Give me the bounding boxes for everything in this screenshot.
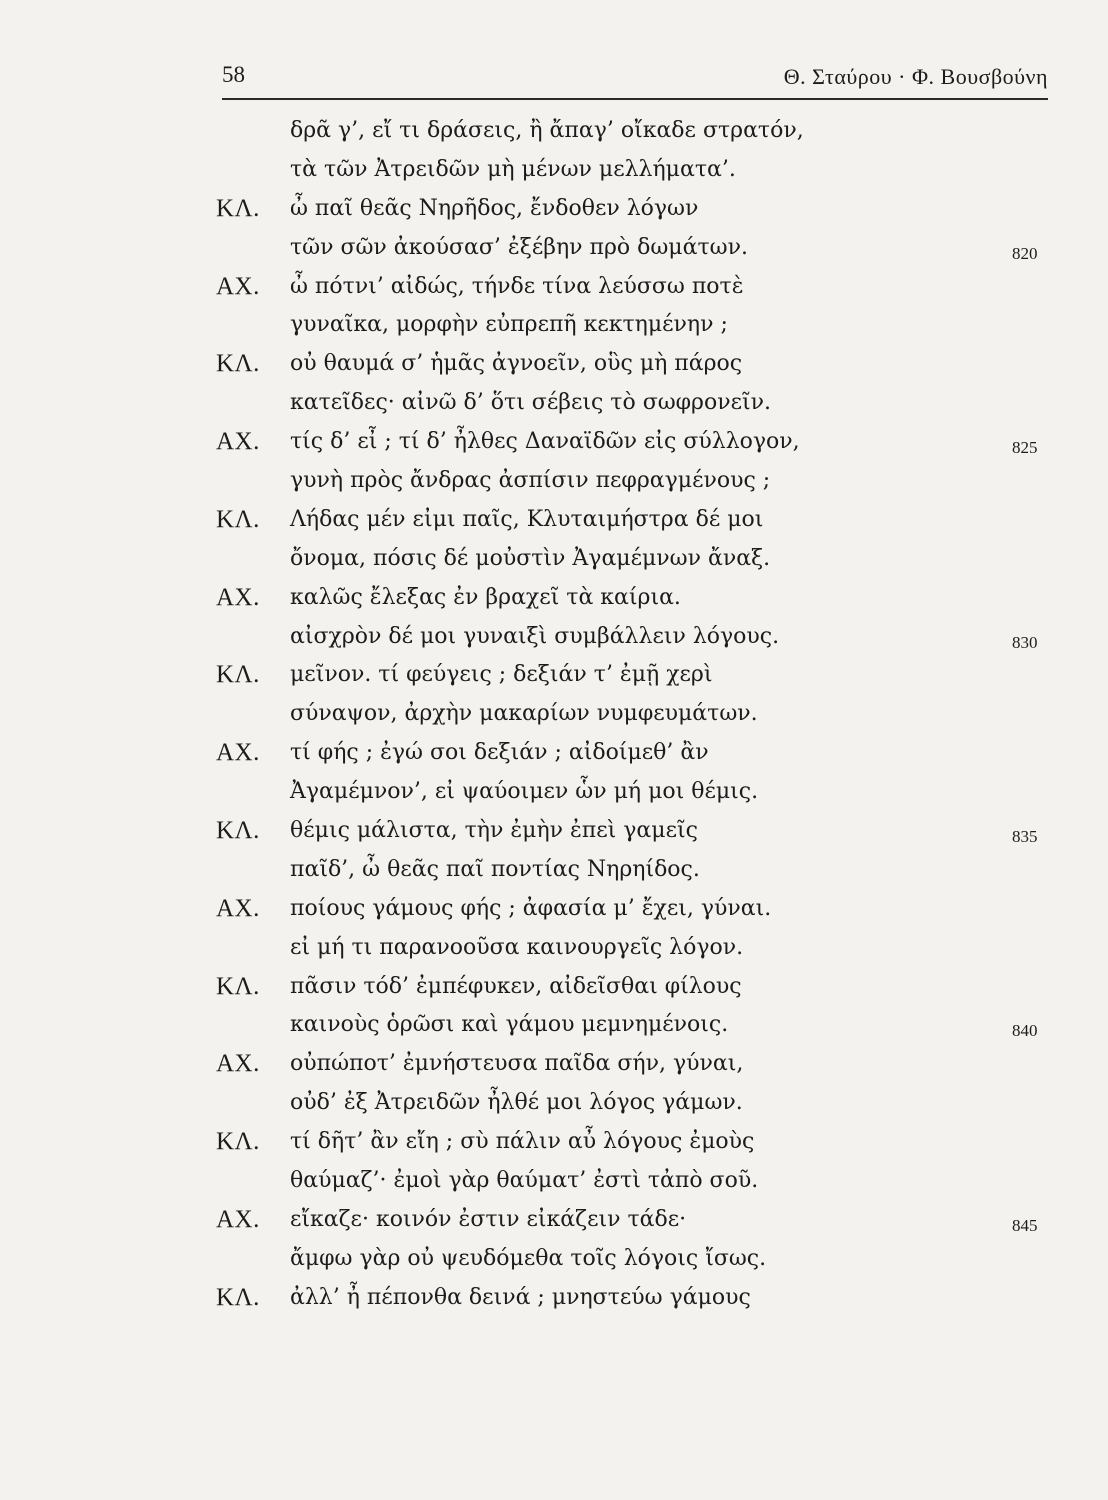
verse-line: [0, 851, 1108, 890]
speaker-label: ΑΧ.: [216, 1050, 260, 1078]
verse-line: [0, 734, 1108, 773]
page-header: [222, 62, 1048, 98]
verse-line: [0, 229, 1108, 268]
verse-text: ποίους γάμους φής ; ἀφασία μ’ ἔχει, γύναι.: [290, 895, 772, 921]
verse-text: τῶν σῶν ἀκούσασ’ ἐξέβην πρὸ δωμάτων.: [290, 234, 748, 260]
verse-line: [0, 1084, 1108, 1123]
line-number: 830: [1012, 632, 1038, 652]
verse-text: σύναψον, ἀρχὴν μακαρίων νυμφευμάτων.: [290, 701, 758, 727]
verse-line: [0, 501, 1108, 540]
page-number: 58: [222, 62, 245, 87]
verse-text: μεῖνον. τί φεύγεις ; δεξιάν τ’ ἐμῇ χερὶ: [290, 662, 713, 688]
verse-text: καλῶς ἔλεξας ἐν βραχεῖ τὰ καίρια.: [290, 584, 681, 610]
verse-line: [0, 773, 1108, 812]
line-number: 825: [1012, 438, 1038, 458]
speaker-label: ΚΛ.: [216, 505, 260, 533]
verse-line: [0, 1162, 1108, 1201]
verse-text: γυνὴ πρὸς ἄνδρας ἀσπίσιν πεφραγμένους ;: [290, 468, 771, 494]
verse-line: [0, 112, 1108, 151]
speaker-label: ΚΛ.: [216, 350, 260, 378]
verse-line: [0, 656, 1108, 695]
verse-line: [0, 423, 1108, 462]
verse-text: καινοὺς ὁρῶσι καὶ γάμου μεμνημένοις.: [290, 1012, 729, 1038]
verse-text: εἴκαζε· κοινόν ἐστιν εἰκάζειν τάδε·: [290, 1206, 687, 1232]
verse-text: ἄμφω γὰρ οὐ ψευδόμεθα τοῖς λόγοις ἴσως.: [290, 1245, 767, 1271]
verse-line: [0, 384, 1108, 423]
verse-text: τὰ τῶν Ἀτρειδῶν μὴ μένων μελλήματα’.: [290, 156, 736, 182]
verse-line: [0, 929, 1108, 968]
verse-line: [0, 190, 1108, 229]
verse-line: [0, 1240, 1108, 1279]
verse-line: [0, 579, 1108, 618]
verse-text: ὦ παῖ θεᾶς Νηρῆδος, ἔνδοθεν λόγων: [290, 195, 699, 221]
verse-text: οὐπώποτ’ ἐμνήστευσα παῖδα σήν, γύναι,: [290, 1051, 744, 1077]
verse-text: Λήδας μέν εἰμι παῖς, Κλυταιμήστρα δέ μοι: [290, 506, 764, 532]
verse-text: τίς δ’ εἶ ; τί δ’ ἦλθες Δαναϊδῶν εἰς σύλλογον,: [290, 429, 800, 455]
line-number: 835: [1012, 827, 1038, 847]
speaker-label: ΚΛ.: [216, 1128, 260, 1156]
speaker-label: ΑΧ.: [216, 583, 260, 611]
verse-text: Ἀγαμέμνον’, εἰ ψαύοιμεν ὧν μή μοι θέμις.: [290, 779, 759, 805]
verse-text: δρᾶ γ’, εἴ τι δράσεις, ἢ ἄπαγ’ οἴκαδε στρατόν,: [290, 118, 804, 143]
line-number: 820: [1012, 243, 1038, 263]
header-rule: [222, 98, 1048, 100]
verse-line: [0, 618, 1108, 657]
verse-text: ὄνομα, πόσις δέ μοὐστὶν Ἀγαμέμνων ἄναξ.: [290, 545, 771, 571]
verse-text: κατεῖδες· αἰνῶ δ’ ὅτι σέβεις τὸ σωφρονεῖν.: [290, 390, 771, 416]
speaker-label: ΑΧ.: [216, 739, 260, 767]
speaker-label: ΑΧ.: [216, 894, 260, 922]
verse-text: γυναῖκα, μορφὴν εὐπρεπῆ κεκτημένην ;: [290, 312, 728, 338]
verse-text: αἰσχρὸν δέ μοι γυναιξὶ συμβάλλειν λόγους.: [290, 623, 780, 649]
verse-text: εἰ μή τι παρανοοῦσα καινουργεῖς λόγον.: [290, 934, 744, 960]
verse-text: ὦ πότνι’ αἰδώς, τήνδε τίνα λεύσσω ποτὲ: [290, 273, 744, 299]
speaker-label: ΚΛ.: [216, 1283, 260, 1311]
verse-line: [0, 151, 1108, 190]
verse-line: [0, 345, 1108, 384]
speaker-label: ΑΧ.: [216, 1205, 260, 1233]
verse-text: πᾶσιν τόδ’ ἐμπέφυκεν, αἰδεῖσθαι φίλους: [290, 973, 742, 999]
verse-text: οὐ θαυμά σ’ ἡμᾶς ἀγνοεῖν, οὓς μὴ πάρος: [290, 351, 743, 377]
verse-line: [0, 1006, 1108, 1045]
verse-text: θέμις μάλιστα, τὴν ἐμὴν ἐπεὶ γαμεῖς: [290, 818, 698, 844]
verse-line: [0, 812, 1108, 851]
verse-line: [0, 268, 1108, 307]
verse-text: θαύμαζ’· ἐμοὶ γὰρ θαύματ’ ἐστὶ τἀπὸ σοῦ.: [290, 1168, 759, 1194]
verse-text: παῖδ’, ὦ θεᾶς παῖ ποντίας Νηρηίδος.: [290, 856, 700, 882]
line-number: 845: [1012, 1215, 1038, 1235]
verse-line: [0, 1279, 1108, 1318]
speaker-label: ΚΛ.: [216, 817, 260, 845]
verse-line: [0, 1123, 1108, 1162]
speaker-label: ΚΛ.: [216, 194, 260, 222]
verse-lines: [0, 112, 1108, 1318]
verse-line: [0, 890, 1108, 929]
verse-line: [0, 540, 1108, 579]
verse-text: ἀλλ’ ἦ πέπονθα δεινά ; μνηστεύω γάμους: [290, 1284, 751, 1310]
verse-line: [0, 695, 1108, 734]
verse-text: τί δῆτ’ ἂν εἴη ; σὺ πάλιν αὖ λόγους ἐμοὺς: [290, 1129, 755, 1155]
verse-line: [0, 1201, 1108, 1240]
verse-text: οὐδ’ ἐξ Ἀτρειδῶν ἦλθέ μοι λόγος γάμων.: [290, 1090, 743, 1116]
verse-line: [0, 1045, 1108, 1084]
speaker-label: ΑΧ.: [216, 272, 260, 300]
verse-line: [0, 462, 1108, 501]
verse-line: [0, 968, 1108, 1007]
line-number: 840: [1012, 1021, 1038, 1041]
speaker-label: ΑΧ.: [216, 428, 260, 456]
speaker-label: ΚΛ.: [216, 661, 260, 689]
verse-text: τί φής ; ἐγώ σοι δεξιάν ; αἰδοίμεθ’ ἂν: [290, 740, 709, 766]
speaker-label: ΚΛ.: [216, 972, 260, 1000]
verse-line: [0, 306, 1108, 345]
running-head: Θ. Σταύρου · Φ. Βουσβούνη: [783, 64, 1048, 89]
